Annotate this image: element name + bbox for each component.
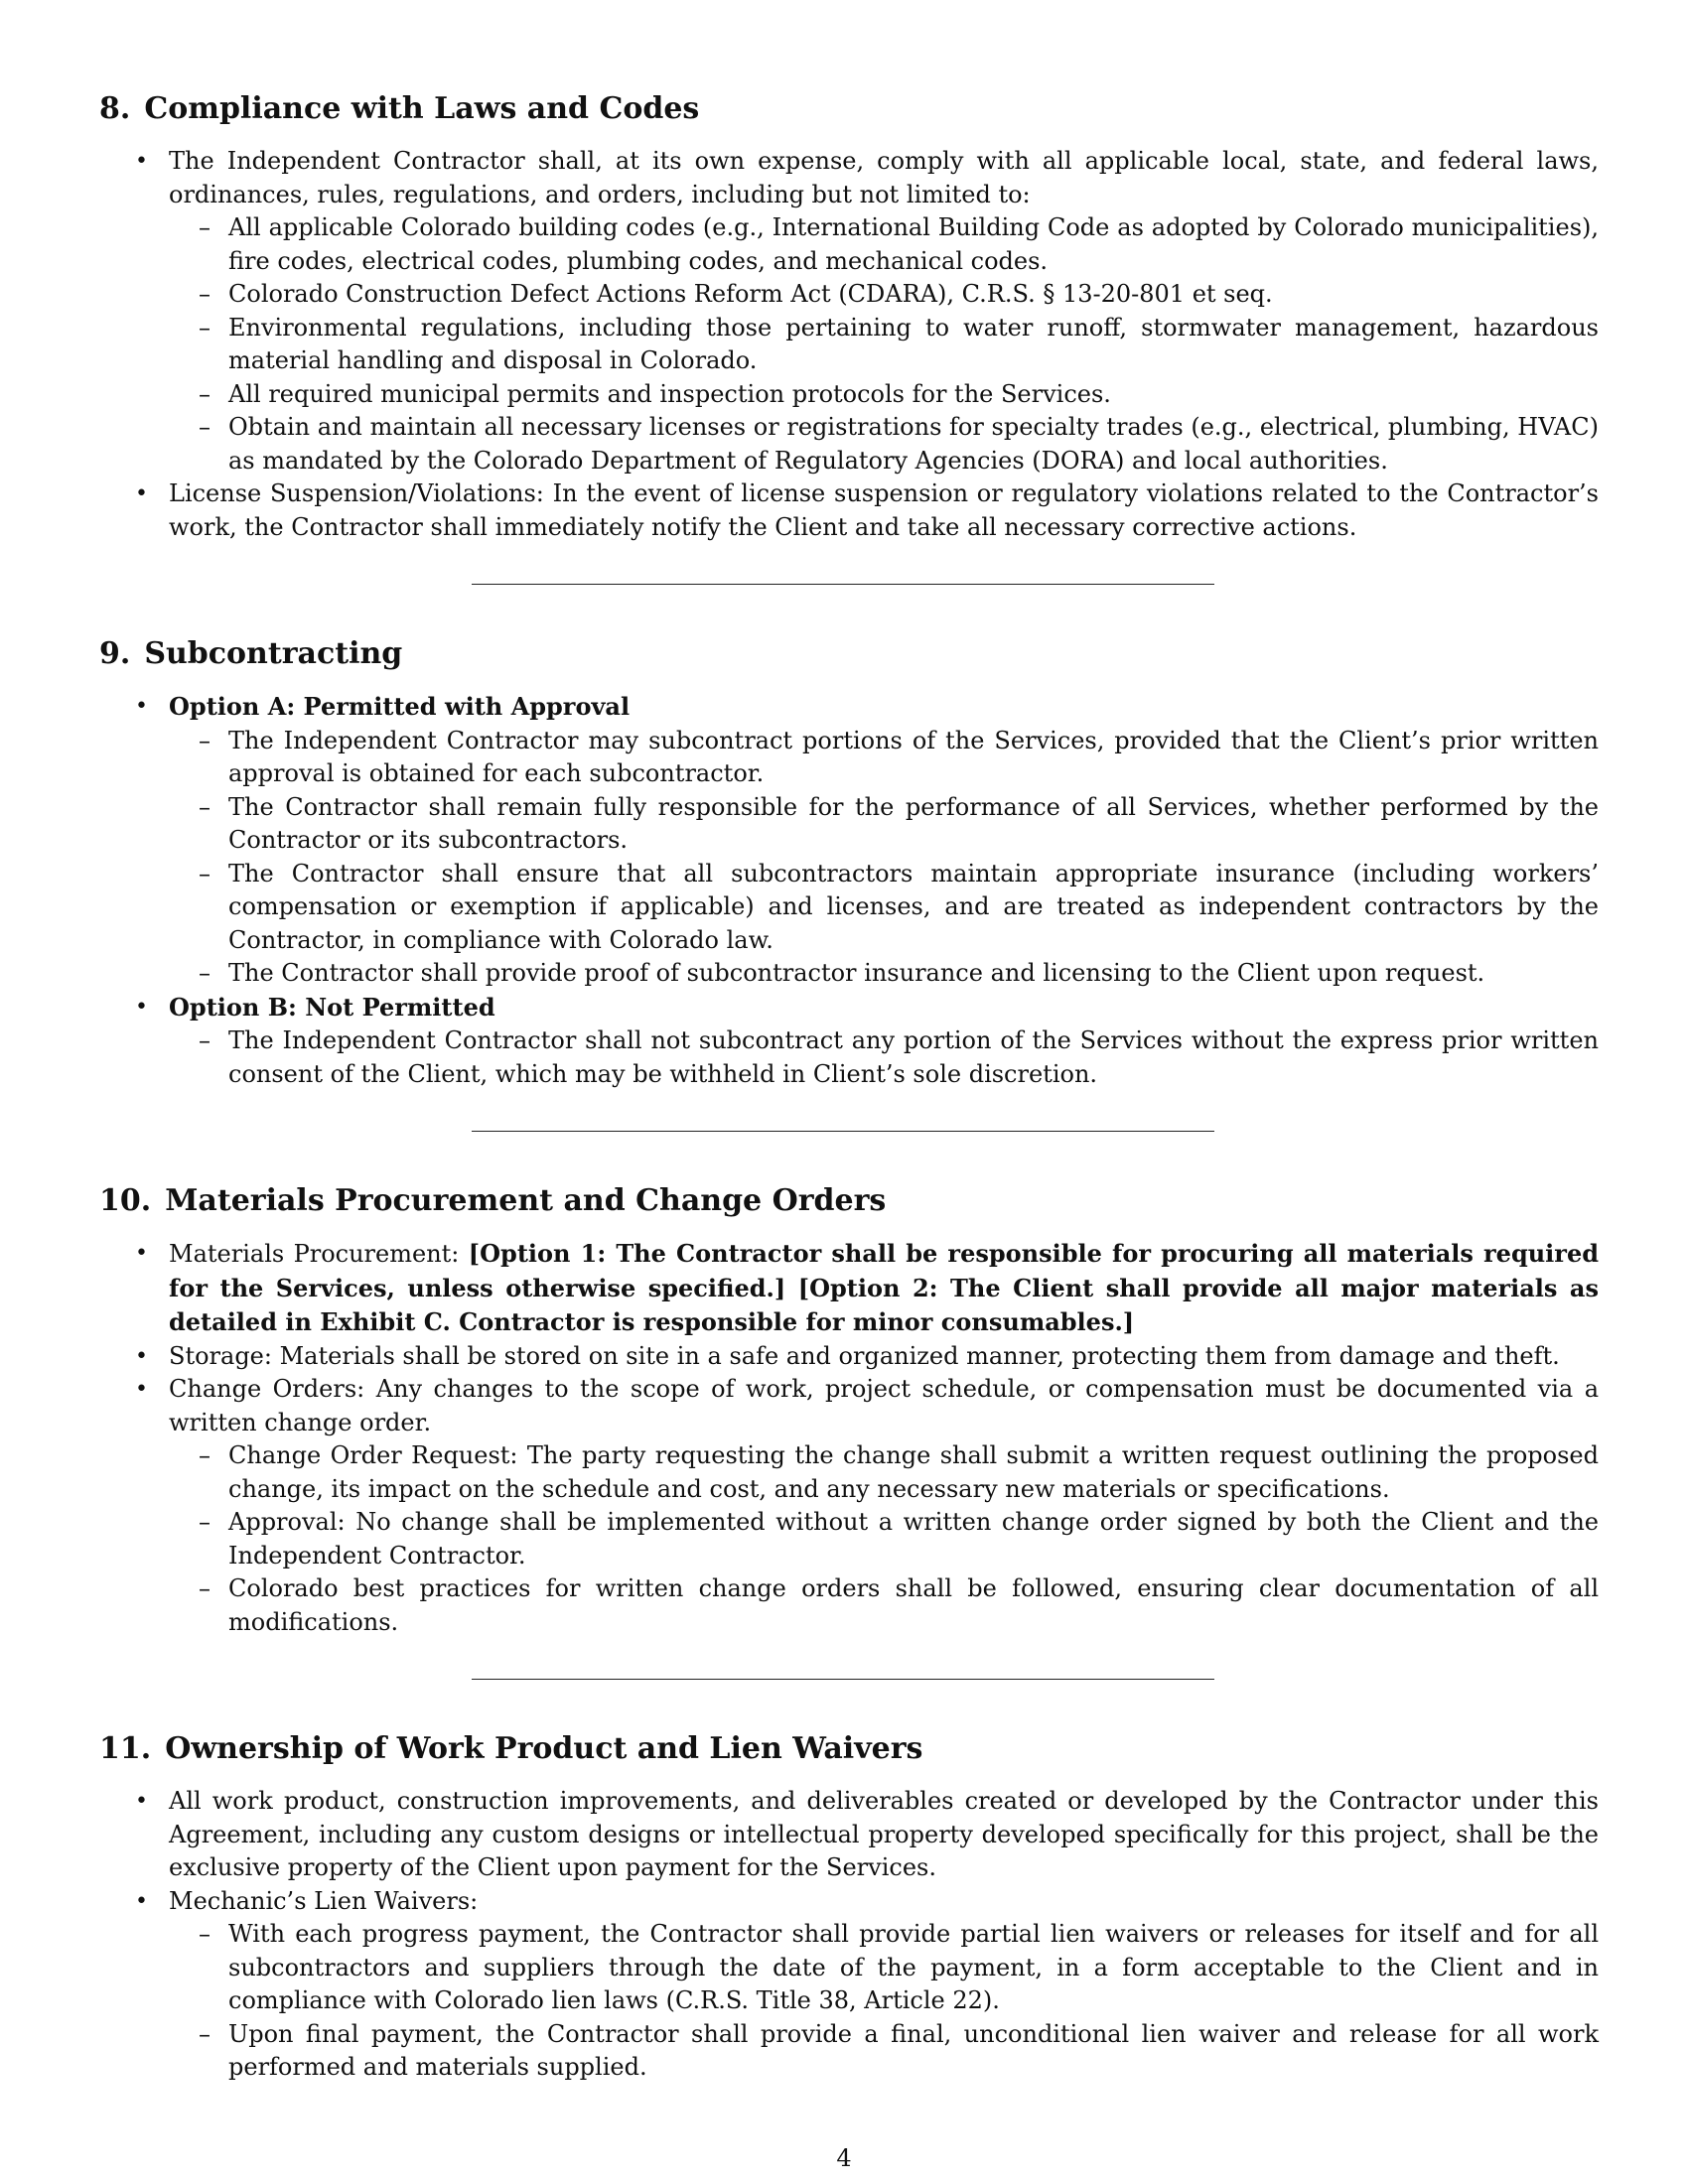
section-materials (99, 1183, 1599, 1639)
sub-list (169, 1439, 1599, 1639)
section-divider (472, 1131, 1214, 1132)
sub-list-item: – With each progress payment, the Contractor shall provide partial lien waivers or releases for itself and for all subcontractors and suppliers through the date of the payment, in a form acceptable to the Client and in compliance with Colorado lien laws (C.R.S. Title 38, Article 22). (169, 1918, 1599, 2018)
list-item (99, 145, 1599, 478)
list-item-text: License Suspension/Violations: In the event of license suspension or regulatory violations related to the Contractor’s work, the Contractor shall immediately notify the Client and take all necessary corrective actions. (169, 479, 1599, 541)
sub-list (169, 725, 1599, 991)
section-ownership (99, 1731, 1599, 2085)
sub-list-item: – Obtain and maintain all necessary licenses or registrations for specialty trades (e.g., electrical, plumbing, HVAC) as mandated by the Colorado Department of Regulatory Agencies (DORA) and local authorities. (169, 411, 1599, 478)
sub-list (169, 1024, 1599, 1091)
sub-list-item: – The Independent Contractor may subcontract portions of the Services, provided that the Client’s prior written approval is obtained for each subcontractor. (169, 725, 1599, 791)
section-heading (99, 91, 1599, 127)
list-item (99, 991, 1599, 1092)
section-number: 8. (99, 91, 131, 126)
section-number: 10. (99, 1183, 152, 1218)
sub-list-item: – The Contractor shall provide proof of subcontractor insurance and licensing to the Client upon request. (169, 957, 1599, 991)
bullet-list (99, 1785, 1599, 2085)
page-number: 4 (836, 2144, 852, 2172)
list-item (99, 1340, 1599, 1374)
section-title: Subcontracting (144, 636, 403, 671)
section-number: 9. (99, 636, 131, 671)
list-item-text: Materials Procurement: (169, 1240, 469, 1268)
sub-list-item: – The Contractor shall ensure that all subcontractors maintain appropriate insurance (including workers’ compensation or exemption if applicable) and licenses, and are treated as independent contractors by the Contractor, in compliance with Colorado law. (169, 858, 1599, 958)
section-heading (99, 636, 1599, 672)
bullet-list (99, 1237, 1599, 1639)
section-heading (99, 1183, 1599, 1219)
sub-list-item: – All applicable Colorado building codes (e.g., International Building Code as adopted by Colorado municipalities), fire codes, electrical codes, plumbing codes, and mechanical codes. (169, 211, 1599, 278)
section-title: Materials Procurement and Change Orders (165, 1183, 887, 1218)
document-page (99, 91, 1599, 2085)
materials-options: [Option 1: The Contractor shall be responsible for procuring all materials required for the Services, unless otherwise specified.] [Option 2: The Client shall provide all major materials as detailed in Exhibit C. Contractor is responsible for minor consumables.] (169, 1239, 1599, 1336)
sub-list-item: – Environmental regulations, including those pertaining to water runoff, stormwater management, hazardous material handling and disposal in Colorado. (169, 312, 1599, 378)
list-item (99, 1373, 1599, 1639)
option-label: Option B: Not Permitted (169, 992, 495, 1022)
sub-list-item: – The Independent Contractor shall not subcontract any portion of the Services without the express prior written consent of the Client, which may be withheld in Client’s sole discretion. (169, 1024, 1599, 1091)
list-item-text: The Independent Contractor shall, at its own expense, comply with all applicable local, state, and federal laws, ordinances, rules, regulations, and orders, including but not limited to: (169, 147, 1599, 208)
list-item-text: All work product, construction improvements, and deliverables created or developed by the Contractor under this Agreement, including any custom designs or intellectual property developed specifically for this project, shall be the exclusive property of the Client upon payment for the Services. (169, 1787, 1599, 1881)
sub-list-item: – The Contractor shall remain fully responsible for the performance of all Services, whether performed by the Contractor or its subcontractors. (169, 791, 1599, 858)
list-item (99, 1885, 1599, 2085)
section-compliance (99, 91, 1599, 544)
list-item-text: Mechanic’s Lien Waivers: (169, 1886, 479, 1915)
list-item-text: Storage: Materials shall be stored on site in a safe and organized manner, protecting them from damage and theft. (169, 1341, 1560, 1370)
sub-list-item: – Change Order Request: The party requesting the change shall submit a written request outlining the proposed change, its impact on the schedule and cost, and any necessary new materials or specifications. (169, 1439, 1599, 1506)
sub-list-item: – Upon final payment, the Contractor shall provide a final, unconditional lien waiver and release for all work performed and materials supplied. (169, 2018, 1599, 2085)
sub-list (169, 1918, 1599, 2085)
bullet-list (99, 145, 1599, 544)
section-heading (99, 1731, 1599, 1767)
sub-list (169, 211, 1599, 478)
sub-list-item: – Approval: No change shall be implemented without a written change order signed by both the Client and the Independent Contractor. (169, 1506, 1599, 1572)
sub-list-item: – Colorado Construction Defect Actions Reform Act (CDARA), C.R.S. § 13-20-801 et seq. (169, 278, 1599, 312)
list-item (99, 1237, 1599, 1340)
sub-list-item: – All required municipal permits and inspection protocols for the Services. (169, 378, 1599, 412)
bullet-list (99, 690, 1599, 1091)
list-item (99, 1785, 1599, 1885)
sub-list-item: – Colorado best practices for written change orders shall be followed, ensuring clear documentation of all modifications. (169, 1572, 1599, 1639)
section-divider (472, 584, 1214, 585)
list-item (99, 690, 1599, 991)
section-number: 11. (99, 1731, 152, 1766)
section-title: Compliance with Laws and Codes (144, 91, 700, 126)
list-item (99, 478, 1599, 544)
section-title: Ownership of Work Product and Lien Waivers (165, 1731, 923, 1766)
section-subcontracting (99, 636, 1599, 1091)
list-item-text: Change Orders: Any changes to the scope of work, project schedule, or compensation must be documented via a written change order. (169, 1375, 1599, 1436)
option-label: Option A: Permitted with Approval (169, 692, 631, 721)
section-divider (472, 1679, 1214, 1680)
